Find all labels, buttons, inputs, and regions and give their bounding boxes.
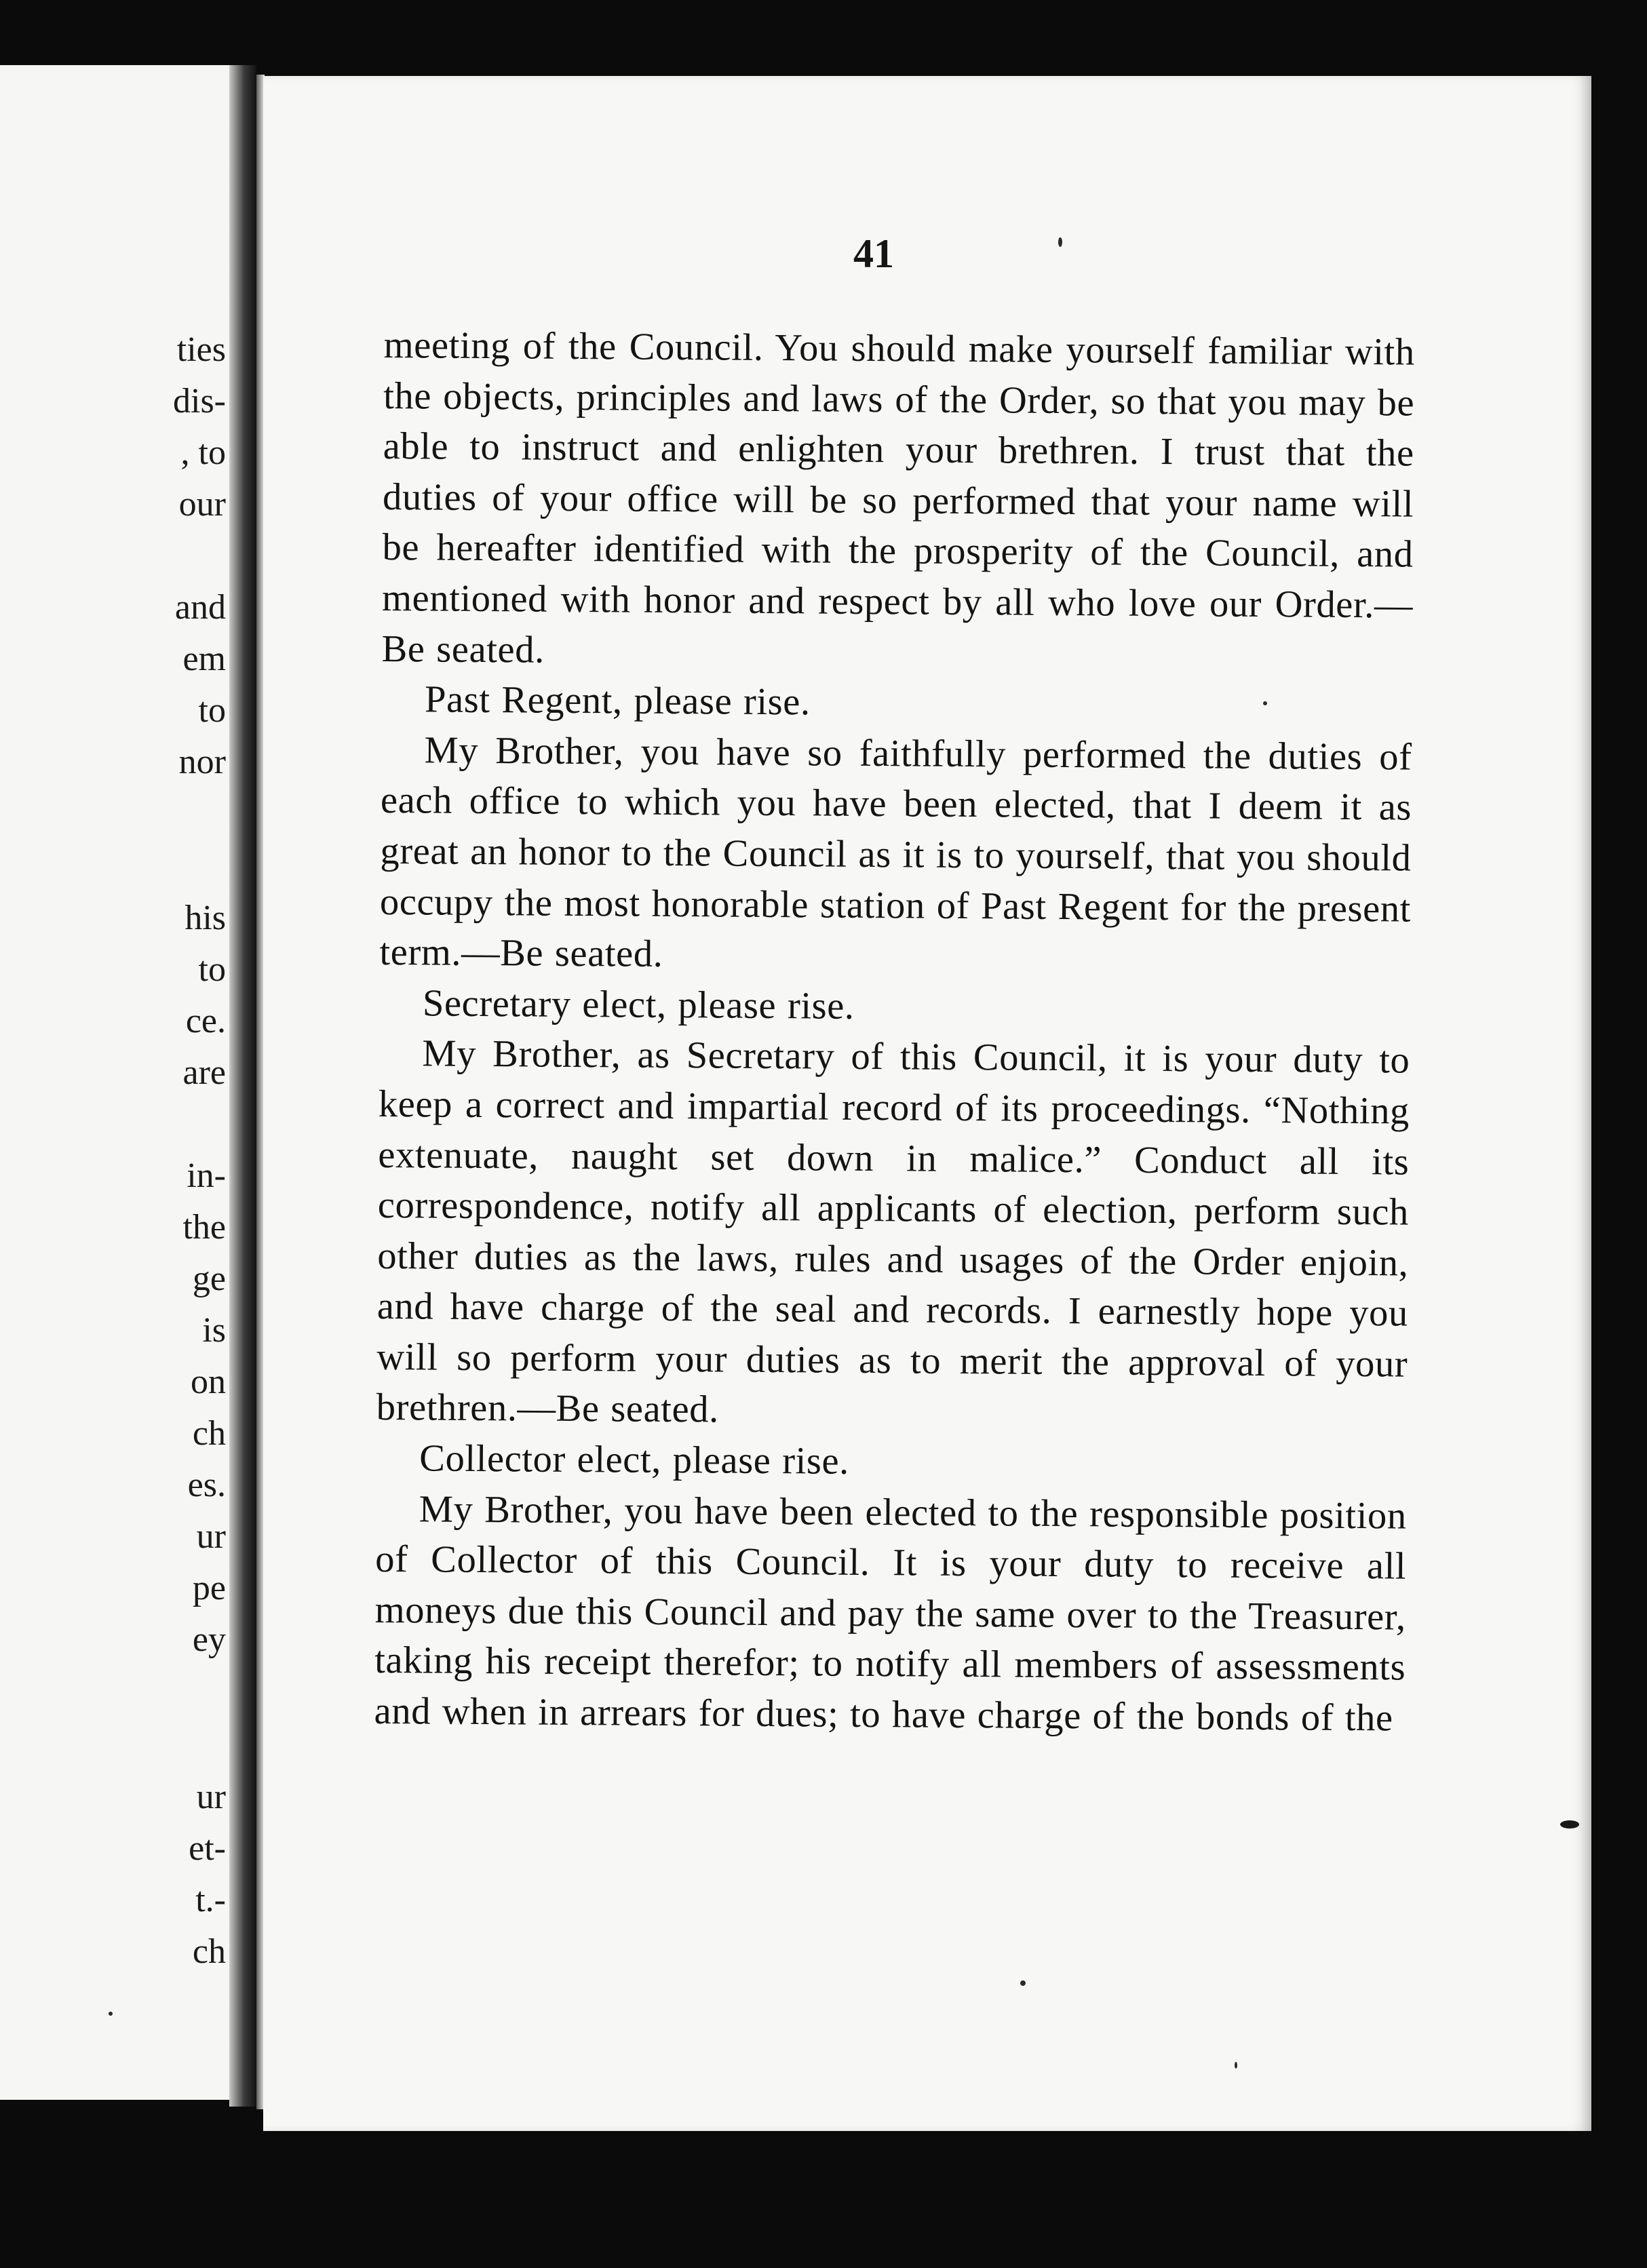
left-line-fragment: dis-	[173, 382, 226, 421]
left-line-fragment: in-	[187, 1156, 226, 1195]
left-line-fragment: ur	[196, 1517, 226, 1556]
paragraph-secretary-call: Secretary elect, please rise.	[422, 982, 855, 1028]
ink-speck	[1058, 237, 1062, 247]
paragraph-collector-charge: My Brother, you have been elected to the responsible position of Collector of this Council. It is your duty to receive all moneys due this Council and pay the same over to the Treasurer, taking his receipt therefor; to notify all members of assessments and when in arrears for dues; to have charge of the bonds of the	[374, 1488, 1407, 1740]
left-line-fragment: ur	[196, 1778, 226, 1816]
left-line-fragment: es.	[187, 1466, 226, 1504]
left-line-fragment: t.-	[195, 1881, 226, 1919]
left-line-fragment: his	[185, 899, 226, 937]
ink-speck	[1235, 2062, 1237, 2069]
left-line-fragment: ce.	[185, 1002, 226, 1040]
paragraph-past-regent-call: Past Regent, please rise.	[424, 678, 811, 724]
left-page-text-fragments	[2, 65, 226, 2100]
left-line-fragment: ey	[192, 1620, 226, 1659]
left-line-fragment: et-	[189, 1829, 226, 1868]
left-line-fragment: the	[182, 1208, 226, 1247]
page-body-text	[374, 320, 1415, 1744]
page-number: 41	[853, 231, 894, 276]
ink-speck	[1263, 701, 1267, 705]
ink-speck	[1560, 1820, 1579, 1829]
left-line-fragment: to	[198, 950, 226, 989]
paragraph-secretary-charge: My Brother, as Secretary of this Council, it is your duty to keep a correct and impartial record of its proceedings. “Nothing extenuate, naught set down in malice.” Conduct all its correspondence, notify all applicants of election, perform such other duties as the laws, rules and usages of the Order enjoin, and have charge of the seal and records. I earnestly hope you will so perform your duties as to merit the approval of your brethren.—Be seated.	[376, 1032, 1410, 1431]
left-line-fragment: and	[174, 588, 226, 627]
left-line-fragment: is	[202, 1311, 226, 1350]
left-line-fragment: our	[178, 485, 226, 524]
left-facing-page	[0, 65, 234, 2100]
paragraph-past-regent-charge: My Brother, you have so faithfully performed the duties of each office to which you have been elected, that I deem it as great an honor to the Council as it is to yourself, that you should occupy the most honorable station of Past Regent for the present term.—Be seated.	[379, 729, 1412, 976]
left-line-fragment: ch	[192, 1414, 226, 1453]
left-line-fragment: are	[182, 1053, 226, 1092]
left-line-fragment: em	[182, 640, 226, 678]
ink-speck	[109, 2012, 113, 2016]
left-line-fragment: , to	[180, 433, 226, 472]
paragraph-continuation: meeting of the Council. You should make yourself familiar with the objects, principles and laws of the Order, so that you may be able to instruct and enlighten your brethren. I trust that the duties of your office will be so performed that your name will be hereafter identified with the prosperity of the Council, and mentioned with honor and respect by all who love our Order.—Be seated.	[381, 324, 1415, 671]
left-line-fragment: ge	[192, 1259, 226, 1298]
left-line-fragment: ch	[192, 1932, 226, 1971]
left-line-fragment: nor	[178, 743, 226, 781]
left-line-fragment: to	[198, 691, 226, 730]
paragraph-collector-call: Collector elect, please rise.	[419, 1437, 850, 1483]
left-line-fragment: pe	[192, 1569, 226, 1607]
book-gutter-shadow	[229, 65, 256, 2107]
left-line-fragment: on	[191, 1363, 226, 1401]
left-line-fragment: ties	[176, 330, 226, 369]
ink-speck	[1020, 1980, 1026, 1986]
